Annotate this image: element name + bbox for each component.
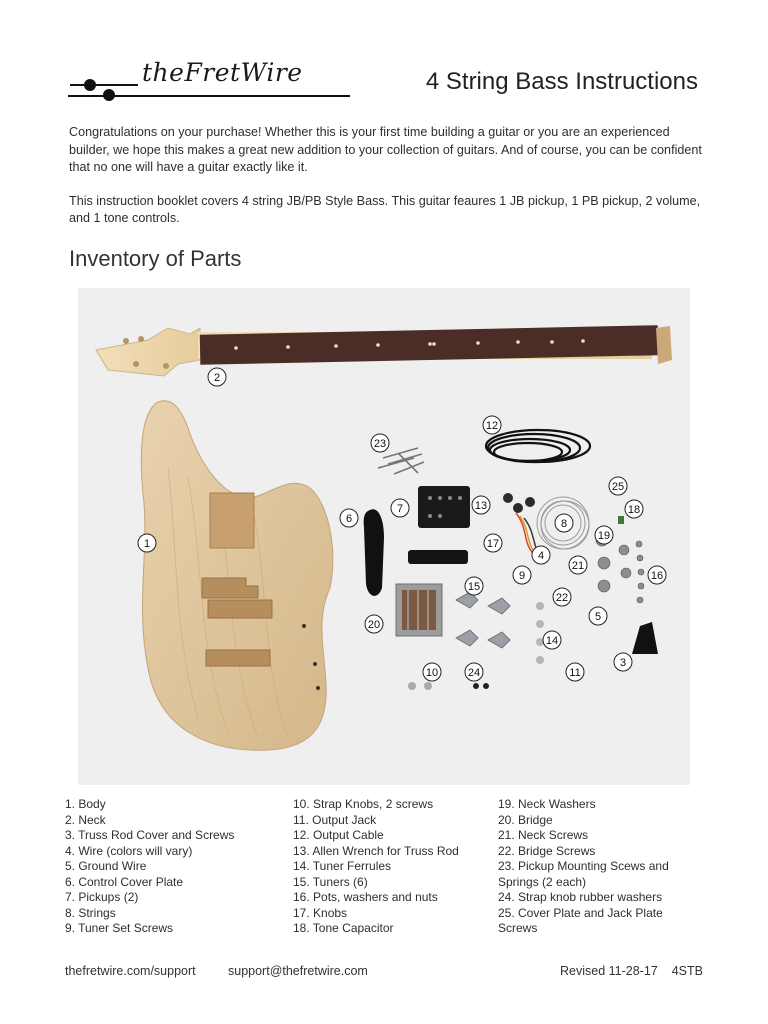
svg-text:24: 24 [467,667,481,679]
svg-text:22: 22 [555,592,569,604]
svg-text:18: 18 [627,504,641,516]
list-item: 11. Output Jack [293,812,377,827]
pickup-screws [378,448,424,474]
logo-text: theFretWire [142,58,303,87]
logo [68,58,350,106]
callout-9 [513,566,531,584]
jb-pickup [408,550,468,564]
callout-10 [423,663,441,681]
intro-text [69,124,709,244]
neck [96,325,672,376]
callout-16 [648,566,666,584]
callout-2 [208,368,226,386]
list-item: 22. Bridge Screws [498,843,596,858]
parts-column-2 [293,797,493,937]
list-item: 6. Control Cover Plate [65,874,184,889]
svg-text:17: 17 [486,538,500,550]
svg-text:6: 6 [345,513,353,525]
svg-text:12: 12 [485,420,499,432]
list-item: 24. Strap knob rubber washers [498,890,663,904]
callout-11 [566,663,584,681]
parts-photo [78,288,690,785]
list-item: 14. Tuner Ferrules [293,859,392,873]
callout-14 [543,631,561,649]
list-item: 25. Cover Plate and Jack Plate Screws [498,905,663,935]
callout-13 [472,496,490,514]
tuners [456,592,510,648]
callout-19 [595,526,613,544]
callout-17 [484,534,502,552]
revision-date: Revised 11-28-17 [559,964,658,978]
list-item: 7. Pickups (2) [65,890,139,904]
output-cable [486,430,590,462]
list-item: 8. Strings [65,905,116,920]
control-cover-plate [364,509,384,596]
svg-text:8: 8 [560,518,568,530]
parts-illustration [78,288,690,785]
svg-text:14: 14 [545,635,559,647]
document-code: 4STB [671,964,703,978]
callout-20 [365,615,383,633]
list-item: 5. Ground Wire [65,859,147,873]
intro-paragraph-1: Congratulations on your purchase! Whether this is your first time building a guitar or you are an experienced builder, we hope this makes a great new addition to your collection of guitars. And of course, you can be confident that no one will have a guitar exactly like it. [69,125,702,174]
list-item: 15. Tuners (6) [293,874,368,889]
callout-8 [555,514,573,532]
callout-5 [589,607,607,625]
callout-6 [340,509,358,527]
callout-23 [371,434,389,452]
svg-text:9: 9 [518,570,526,582]
callout-4 [532,546,550,564]
ferrules [536,602,544,664]
page-title: 4 String Bass Instructions [425,68,698,95]
svg-text:19: 19 [597,530,611,542]
callout-7 [391,499,409,517]
footer-website-link[interactable]: thefretwire.com/support [65,964,196,978]
list-item: 23. Pickup Mounting Scews and Springs (2 each) [498,859,669,889]
callout-25 [609,477,627,495]
knobs [503,493,535,513]
footer-email-link[interactable]: support@thefretwire.com [228,964,368,978]
svg-text:25: 25 [611,481,625,493]
svg-text:3: 3 [619,657,627,669]
list-item: 10. Strap Knobs, 2 screws [293,797,434,811]
svg-text:1: 1 [143,538,151,550]
callout-21 [569,556,587,574]
list-item: 18. Tone Capacitor [293,921,394,935]
list-item: 2. Neck [65,812,106,827]
callout-22 [553,588,571,606]
pb-pickup [418,486,470,528]
svg-text:7: 7 [396,503,404,515]
bridge [396,584,442,636]
list-item: 4. Wire (colors will vary) [65,843,193,858]
list-item: 1. Body [65,797,106,811]
svg-text:23: 23 [373,438,387,450]
callout-15 [465,577,483,595]
svg-text:20: 20 [367,619,381,631]
inventory-heading: Inventory of Parts [69,246,242,271]
list-item: 13. Allen Wrench for Truss Rod [293,843,459,858]
svg-text:15: 15 [467,581,481,593]
callout-12 [483,416,501,434]
footer-revision [560,964,703,978]
svg-text:16: 16 [650,570,664,582]
svg-text:10: 10 [425,667,439,679]
svg-text:5: 5 [594,611,602,623]
list-item: 17. Knobs [293,905,348,920]
callout-1 [138,534,156,552]
callout-18 [625,500,643,518]
strap-knobs [408,682,489,690]
svg-text:2: 2 [213,372,221,384]
intro-paragraph-2: This instruction booklet covers 4 string JB/PB Style Bass. This guitar feaures 1 JB pickup, 1 PB pickup, 2 volume, and 1 tone controls. [69,193,701,225]
parts-column-1 [65,797,280,937]
list-item: 21. Neck Screws [498,828,589,842]
list-item: 16. Pots, washers and nuts [293,890,438,904]
list-item: 3. Truss Rod Cover and Screws [65,828,235,842]
parts-column-3 [498,797,698,937]
svg-text:4: 4 [537,550,545,562]
svg-text:13: 13 [474,500,488,512]
list-item: 19. Neck Washers [498,797,596,811]
truss-rod-cover [632,622,658,654]
svg-text:11: 11 [569,667,581,679]
tone-capacitor [618,516,624,524]
body [141,401,332,750]
callout-3 [614,653,632,671]
list-item: 12. Output Cable [293,828,384,842]
list-item: 20. Bridge [498,812,553,827]
svg-text:21: 21 [571,560,585,572]
callout-24 [465,663,483,681]
list-item: 9. Tuner Set Screws [65,921,174,935]
